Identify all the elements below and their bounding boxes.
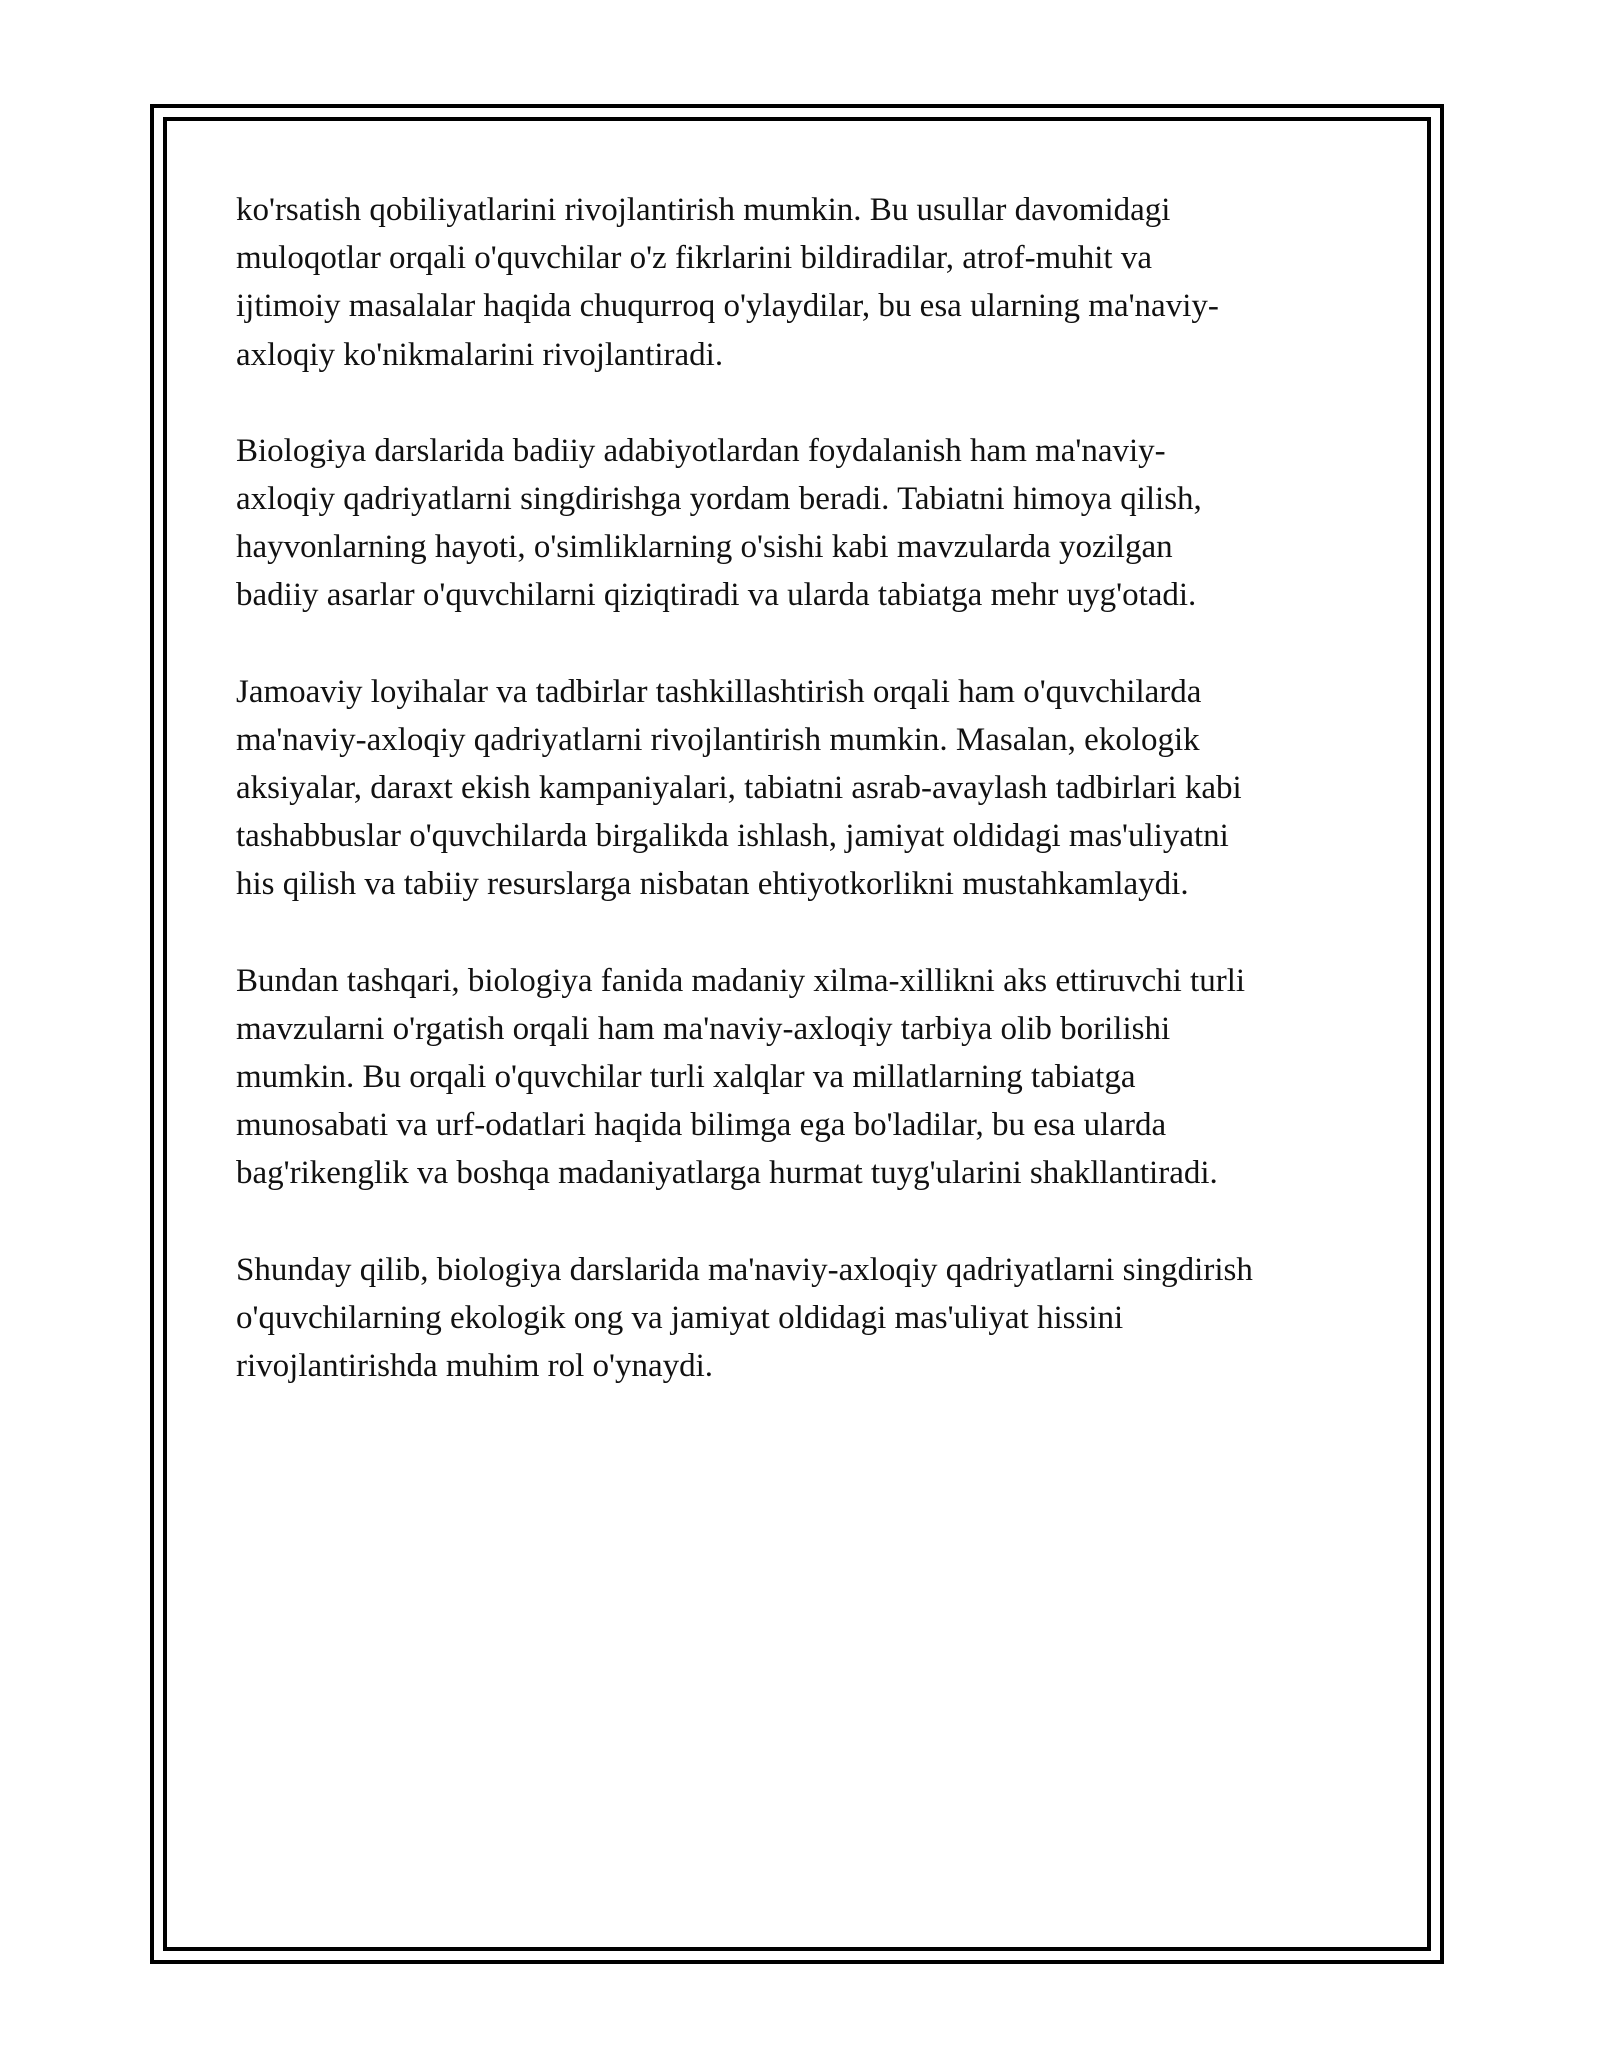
text-line: ma'naviy-axloqiy qadriyatlarni rivojlantirish mumkin. Masalan, ekologik: [236, 721, 1200, 758]
paragraph-5: [236, 1246, 1376, 1391]
text-line: munosabati va urf-odatlari haqida bilimga ega bo'ladilar, bu esa ularda: [236, 1107, 1167, 1144]
text-line: muloqotlar orqali o'quvchilar o'z fikrlarini bildiradilar, atrof-muhit va: [236, 240, 1152, 277]
text-line: ijtimoiy masalalar haqida chuqurroq o'ylaydilar, bu esa ularning ma'naviy-: [236, 288, 1219, 325]
text-line: Bundan tashqari, biologiya fanida madaniy xilma-xillikni aks ettiruvchi turli: [236, 962, 1246, 999]
text-line: Shunday qilib, biologiya darslarida ma'naviy-axloqiy qadriyatlarni singdirish: [236, 1251, 1253, 1288]
text-line: badiiy asarlar o'quvchilarni qiziqtiradi va ularda tabiatga mehr uyg'otadi.: [236, 577, 1197, 614]
text-line: o'quvchilarning ekologik ong va jamiyat oldidagi mas'uliyat hissini: [236, 1299, 1124, 1336]
text-line: mumkin. Bu orqali o'quvchilar turli xalqlar va millatlarning tabiatga: [236, 1059, 1136, 1096]
text-line: axloqiy ko'nikmalarini rivojlantiradi.: [236, 336, 724, 373]
text-line: bag'rikenglik va boshqa madaniyatlarga hurmat tuyg'ularini shakllantiradi.: [236, 1155, 1218, 1192]
paragraph-3: [236, 668, 1376, 909]
text-line: Jamoaviy loyihalar va tadbirlar tashkillashtirish orqali ham o'quvchilarda: [236, 673, 1202, 710]
text-line: his qilish va tabiiy resurslarga nisbatan ehtiyotkorlikni mustahkamlaydi.: [236, 866, 1189, 903]
document-body: [236, 186, 1376, 1438]
text-line: mavzularni o'rgatish orqali ham ma'naviy-axloqiy tarbiya olib borilishi: [236, 1010, 1171, 1047]
text-line: aksiyalar, daraxt ekish kampaniyalari, tabiatni asrab-avaylash tadbirlari kabi: [236, 770, 1242, 807]
paragraph-1: [236, 186, 1376, 379]
text-line: hayvonlarning hayoti, o'simliklarning o'sishi kabi mavzularda yozilgan: [236, 529, 1173, 566]
paragraph-2: [236, 427, 1376, 620]
text-line: Biologiya darslarida badiiy adabiyotlardan foydalanish ham ma'naviy-: [236, 432, 1166, 469]
text-line: rivojlantirishda muhim rol o'ynaydi.: [236, 1348, 714, 1385]
text-line: ko'rsatish qobiliyatlarini rivojlantirish mumkin. Bu usullar davomidagi: [236, 192, 1171, 228]
paragraph-4: [236, 957, 1376, 1198]
text-line: axloqiy qadriyatlarni singdirishga yordam beradi. Tabiatni himoya qilish,: [236, 481, 1202, 518]
text-line: tashabbuslar o'quvchilarda birgalikda ishlash, jamiyat oldidagi mas'uliyatni: [236, 818, 1229, 855]
